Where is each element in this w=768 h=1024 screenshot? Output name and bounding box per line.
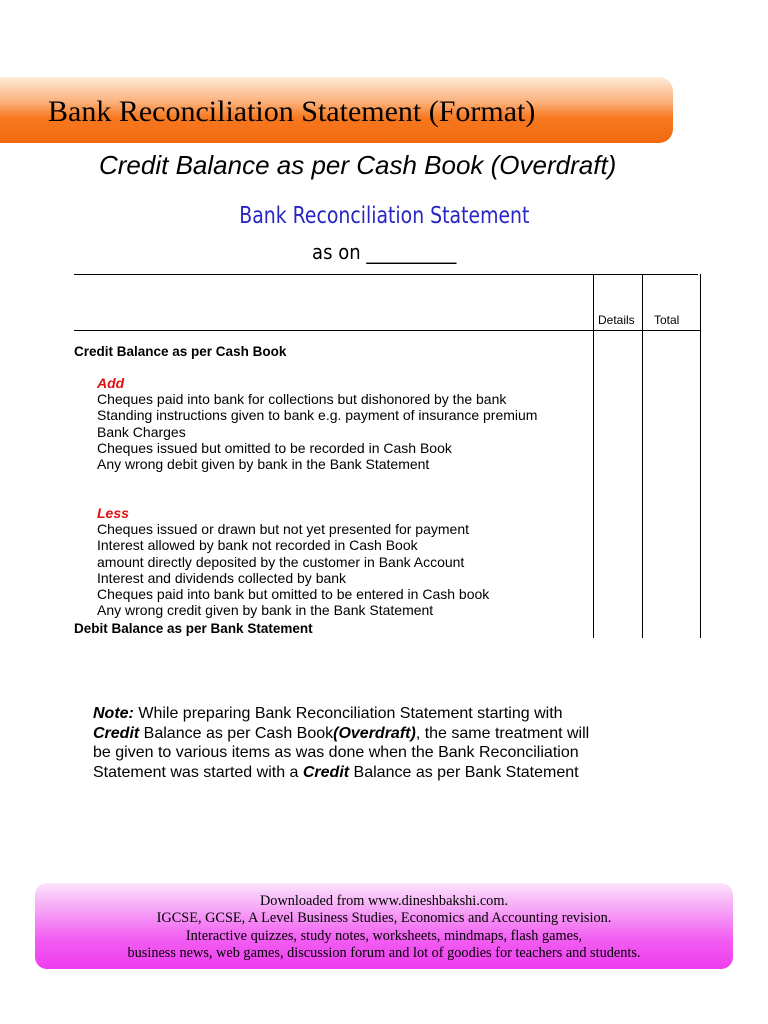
note-line: Statement was started with a Credit Balance as per Bank Statement — [93, 763, 579, 781]
statement-date-line: as on __________ — [312, 240, 457, 264]
list-item: amount directly deposited by the customer in Bank Account — [97, 553, 465, 570]
overdraft-emphasis: (Overdraft) — [333, 724, 416, 742]
page-subtitle: Credit Balance as per Cash Book (Overdraft) — [99, 150, 617, 180]
list-item: Cheques issued but omitted to be recorded in Cash Book — [97, 439, 452, 456]
page-title: Bank Reconciliation Statement (Format) — [48, 95, 536, 128]
note-label: Note: — [93, 705, 134, 722]
note-line: Credit Balance as per Cash Book(Overdraft), the same treatment will — [93, 724, 590, 742]
list-item: Any wrong debit given by bank in the Bank Statement — [97, 456, 430, 473]
table-header-rule — [74, 330, 701, 331]
total-column-header: Total — [654, 313, 680, 327]
footer-text — [35, 893, 733, 962]
statement-heading: Bank Reconciliation Statement — [239, 203, 530, 229]
list-item: Cheques paid into bank for collections but dishonored by the bank — [97, 391, 507, 407]
details-column-left-rule — [593, 274, 594, 638]
list-item: Standing instructions given to bank e.g. payment of insurance premium — [97, 407, 538, 424]
credit-emphasis: Credit — [93, 724, 140, 742]
add-label: Add — [97, 375, 125, 391]
note-line: be given to various items as was done when the Bank Reconciliation — [93, 744, 579, 761]
total-column-left-rule — [642, 274, 643, 638]
closing-balance-row: Debit Balance as per Bank Statement — [74, 621, 313, 636]
footer-source-line: Downloaded from www.dineshbakshi.com. — [259, 893, 509, 909]
list-item: Interest and dividends collected by bank — [97, 569, 347, 586]
details-column-header: Details — [598, 313, 635, 327]
add-items-list — [97, 391, 537, 472]
less-label: Less — [97, 505, 129, 521]
less-items-list — [97, 521, 489, 619]
credit-emphasis: Credit — [302, 763, 350, 781]
footer-line: business news, web games, discussion forum and lot of goodies for teachers and students. — [127, 944, 641, 961]
table-right-rule — [700, 274, 701, 638]
note-paragraph — [93, 704, 693, 782]
list-item: Any wrong credit given by bank in the Bank Statement — [97, 602, 434, 619]
footer-line: Interactive quizzes, study notes, worksheets, mindmaps, flash games, — [185, 927, 583, 944]
list-item: Bank Charges — [97, 423, 186, 440]
table-top-rule — [74, 274, 698, 275]
list-item: Cheques paid into bank but omitted to be entered in Cash book — [97, 586, 490, 603]
opening-balance-row: Credit Balance as per Cash Book — [74, 344, 287, 359]
note-line: Note: While preparing Bank Reconciliation Statement starting with — [93, 705, 563, 722]
footer-line: IGCSE, GCSE, A Level Business Studies, Economics and Accounting revision. — [156, 910, 612, 927]
list-item: Cheques issued or drawn but not yet presented for payment — [97, 521, 469, 537]
list-item: Interest allowed by bank not recorded in Cash Book — [97, 537, 418, 554]
